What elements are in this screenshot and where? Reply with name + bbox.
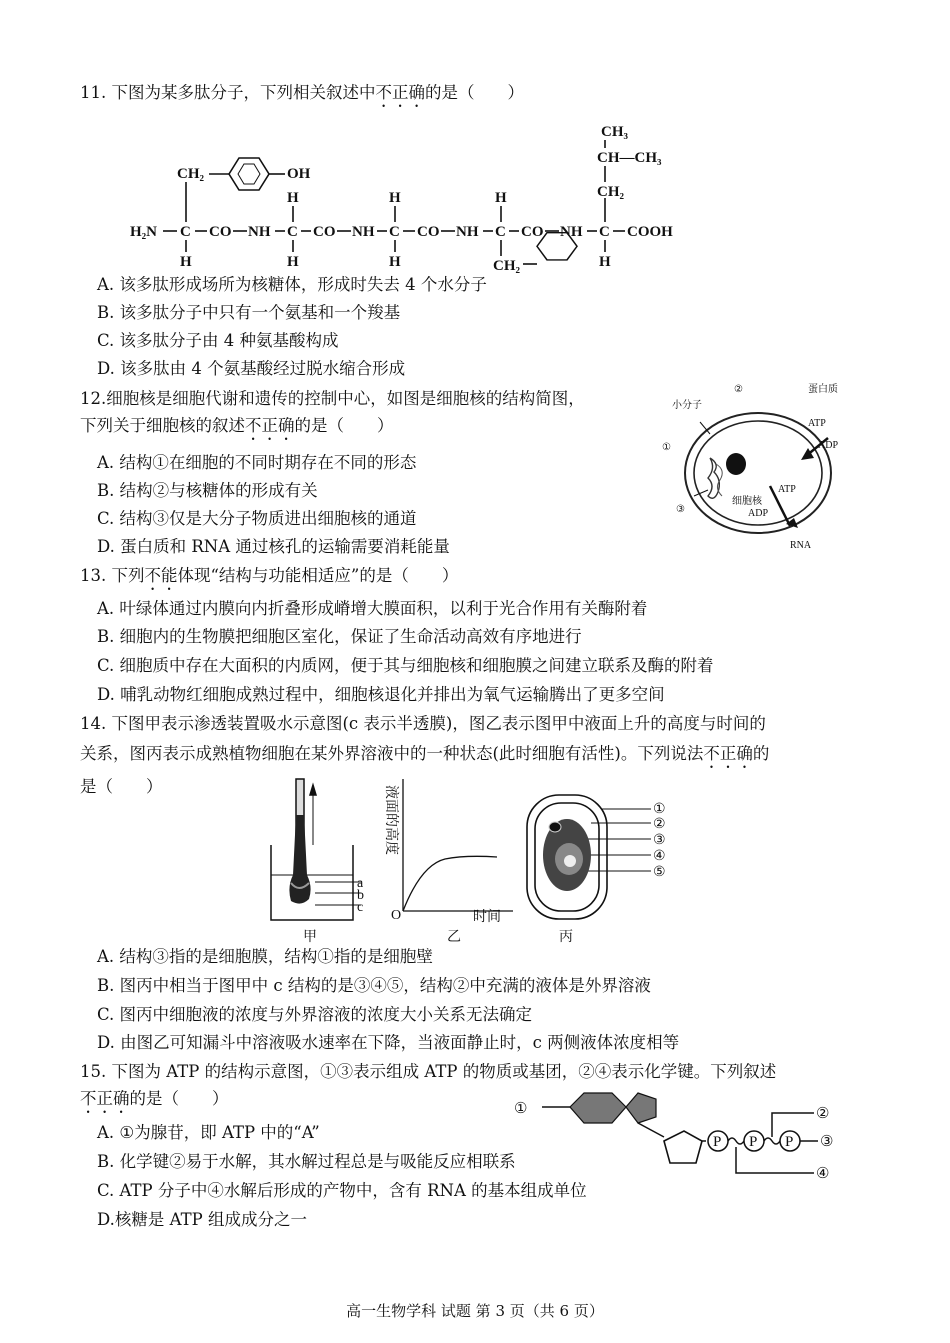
- q12-option-d: D. 蛋白质和 RNA 通过核孔的运输需要消耗能量: [97, 537, 450, 556]
- q15-option-c: C. ATP 分子中④水解后形成的产物中，含有 RNA 的基本组成单位: [97, 1181, 587, 1200]
- figure-yi-caption: 乙: [447, 930, 461, 945]
- rna-label: RNA: [790, 540, 812, 551]
- c-label: C: [389, 224, 400, 240]
- q13-option-d: D. 哺乳动物红细胞成熟过程中，细胞核退化并排出为氧气运输腾出了更多空间: [97, 685, 665, 704]
- q13-option-b: B. 细胞内的生物膜把细胞区室化，保证了生命活动高效有序地进行: [97, 627, 582, 646]
- atp-label: ATP: [808, 418, 826, 429]
- q13-option-a: A. 叶绿体通过内膜向内折叠形成嵴增大膜面积，以利于光合作用有关酶附着: [97, 599, 648, 618]
- marker-3: ③: [653, 833, 666, 848]
- q15-stem-line2: 不正确的是（ ）: [80, 1089, 229, 1108]
- h-label: H: [389, 190, 401, 206]
- q15-option-d: D.核糖是 ATP 组成成分之一: [97, 1210, 307, 1229]
- c-label: C: [495, 224, 506, 240]
- q15-option-b: B. 化学键②易于水解，其水解过程总是与吸能反应相联系: [97, 1152, 516, 1171]
- q12-option-a: A. 结构①在细胞的不同时期存在不同的形态: [97, 453, 417, 472]
- h-label: H: [180, 254, 192, 270]
- marker-4: ④: [816, 1166, 830, 1182]
- atp-structure-figure: [508, 1085, 848, 1195]
- h-label: H: [389, 254, 401, 270]
- marker-1: ①: [653, 802, 666, 817]
- marker-2: ②: [653, 817, 666, 832]
- label-c: c: [357, 900, 364, 915]
- q13-stem: 13. 下列不能体现“结构与功能相适应”的是（ ）: [80, 566, 459, 585]
- q11-option-c: C. 该多肽分子由 4 种氨基酸构成: [97, 331, 339, 350]
- oh-label: OH: [287, 166, 311, 182]
- marker-3: ③: [676, 504, 685, 515]
- ch-ch3-label: CH—CH₃: [597, 150, 662, 166]
- osmosis-figures: [265, 775, 685, 945]
- q12-stem-line1: 12.细胞核是细胞代谢和遗传的控制中心，如图是细胞核的结构简图，: [80, 389, 585, 408]
- q15-stem-line1: 15. 下图为 ATP 的结构示意图，①③表示组成 ATP 的物质或基团，②④表示化学键。下列叙述: [80, 1062, 777, 1081]
- q12-option-b: B. 结构②与核糖体的形成有关: [97, 481, 318, 500]
- h-label: H: [599, 254, 611, 270]
- q14-option-a: A. 结构③指的是细胞膜，结构①指的是细胞壁: [97, 947, 433, 966]
- q15-option-a: A. ①为腺苷，即 ATP 中的“A”: [97, 1123, 320, 1142]
- q14-option-d: D. 由图乙可知漏斗中溶液吸水速率在下降，当液面静止时，c 两侧液体浓度相等: [97, 1033, 680, 1052]
- q14-option-c: C. 图丙中细胞液的浓度与外界溶液的浓度大小关系无法确定: [97, 1005, 533, 1024]
- marker-1: ①: [662, 442, 671, 453]
- q11-option-b: B. 该多肽分子中只有一个氨基和一个羧基: [97, 303, 401, 322]
- ch2-label: CH₂: [493, 258, 520, 274]
- x-axis-label: 时间: [473, 910, 501, 925]
- label-b: b: [357, 888, 364, 903]
- adp-label: ADP: [748, 508, 769, 519]
- marker-1: ①: [514, 1101, 528, 1117]
- q11-option-a: A. 该多肽形成场所为核糖体，形成时失去 4 个水分子: [97, 275, 487, 294]
- nh-label: NH: [560, 224, 583, 240]
- phosphate-label: P: [713, 1134, 722, 1150]
- marker-4: ④: [653, 849, 666, 864]
- co-label: CO: [417, 224, 440, 240]
- figure-bing-caption: 丙: [559, 930, 573, 945]
- q13-option-c: C. 细胞质中存在大面积的内质网，便于其与细胞核和细胞膜之间建立联系及酶的附着: [97, 656, 714, 675]
- nh-label: NH: [352, 224, 375, 240]
- ch2-label: CH₂: [177, 166, 204, 182]
- q14-option-b: B. 图丙中相当于图甲中 c 结构的是③④⑤，结构②中充满的液体是外界溶液: [97, 976, 651, 995]
- y-axis-label: 液面的高度: [383, 785, 398, 855]
- phosphate-label: P: [785, 1134, 794, 1150]
- nh-label: NH: [456, 224, 479, 240]
- nucleus-label: 细胞核: [732, 496, 762, 507]
- origin-label: O: [391, 908, 402, 923]
- q12-stem-line2: 下列关于细胞核的叙述不正确的是（ ）: [80, 416, 394, 435]
- atp-label: ATP: [778, 484, 796, 495]
- label-a: a: [357, 876, 364, 891]
- marker-3: ③: [820, 1134, 834, 1150]
- co-label: CO: [313, 224, 336, 240]
- page-footer: 高一生物学科 试题 第 3 页（共 6 页）: [346, 1302, 604, 1320]
- h-label: H: [287, 254, 299, 270]
- c-label: C: [287, 224, 298, 240]
- h-label: H: [287, 190, 299, 206]
- marker-5: ⑤: [653, 865, 666, 880]
- ch3-label: CH₃: [601, 124, 628, 140]
- figure-jia-caption: 甲: [303, 930, 317, 945]
- ch2-label: CH₂: [597, 184, 624, 200]
- q11-stem: 11. 下图为某多肽分子，下列相关叙述中不正确的是（ ）: [80, 83, 524, 102]
- small-molecule-label: 小分子: [672, 400, 702, 411]
- q14-stem-line1: 14. 下图甲表示渗透装置吸水示意图(c 表示半透膜)，图乙表示图甲中液面上升的高度与时间的: [80, 714, 766, 733]
- adp-label: ADP: [818, 440, 839, 451]
- co-label: CO: [521, 224, 544, 240]
- h-label: H: [495, 190, 507, 206]
- q14-stem-line2: 关系，图丙表示成熟植物细胞在某外界溶液中的一种状态(此时细胞有活性)。下列说法不正确的: [80, 744, 770, 763]
- q12-option-c: C. 结构③仅是大分子物质进出细胞核的通道: [97, 509, 417, 528]
- q14-stem-line3: 是（ ）: [80, 777, 163, 796]
- co-label: CO: [209, 224, 232, 240]
- cell-nucleus-figure: [658, 378, 858, 553]
- polypeptide-structure-figure: [125, 118, 685, 278]
- q11-option-d: D. 该多肽由 4 个氨基酸经过脱水缩合形成: [97, 359, 406, 378]
- nh-label: NH: [248, 224, 271, 240]
- c-label: C: [180, 224, 191, 240]
- phosphate-label: P: [749, 1134, 758, 1150]
- protein-label: 蛋白质: [808, 384, 838, 395]
- c-label: C: [599, 224, 610, 240]
- h2n-label: H₂N: [130, 224, 157, 240]
- marker-2: ②: [734, 384, 743, 395]
- marker-2: ②: [816, 1106, 830, 1122]
- cooh-label: COOH: [627, 224, 673, 240]
